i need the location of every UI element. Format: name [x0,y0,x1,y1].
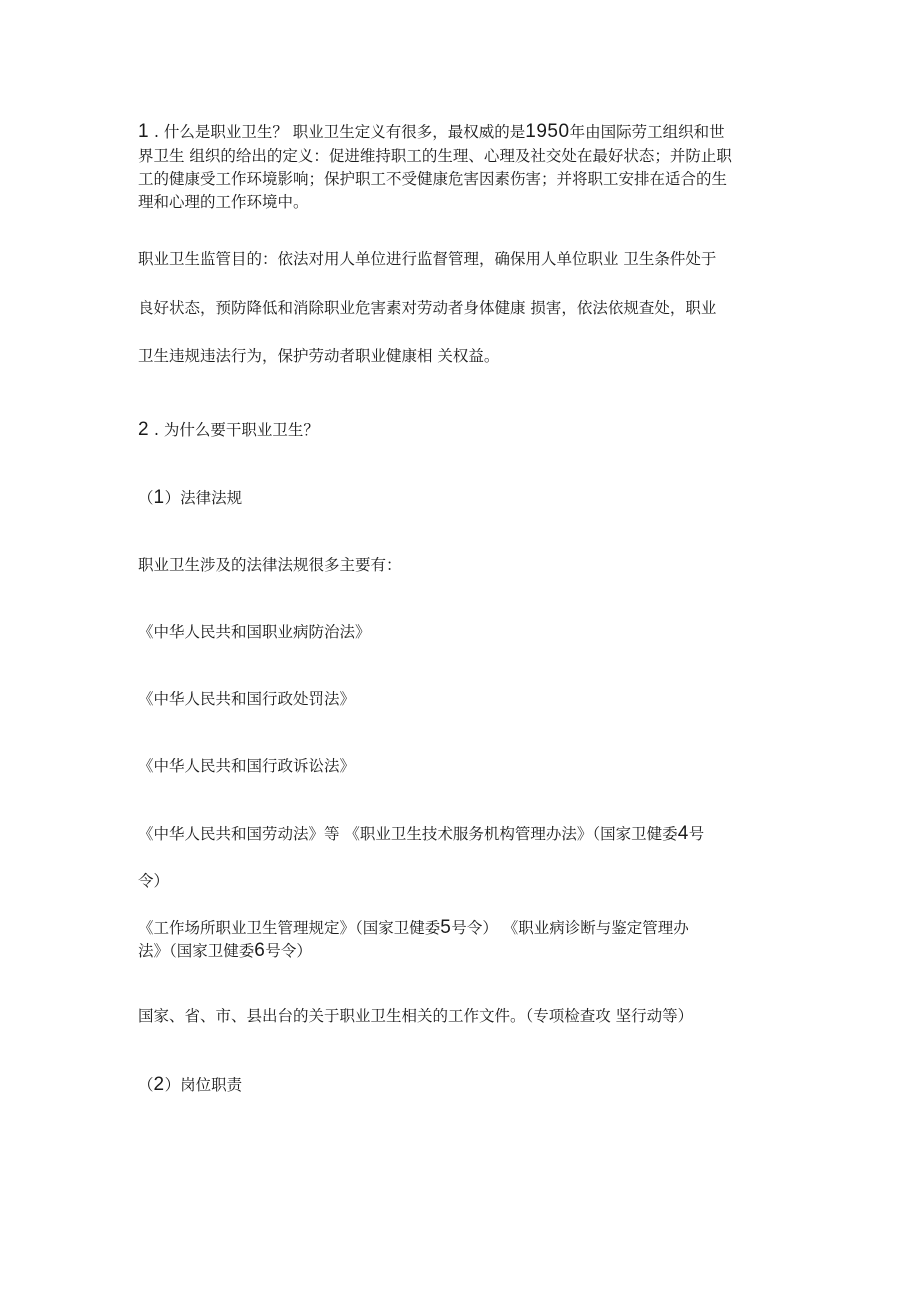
law-heading-open: （ [138,489,154,507]
q2-heading [138,418,319,442]
law-item-4-suffix: 号 [688,825,705,843]
docs-line: 国家、省、市、县出台的关于职业卫生相关的工作文件。（专项检查攻 坚行动等） [138,1007,694,1025]
q1-line-2: 界卫生 组织的给出的定义：促进维持职工的生理、心理及社交处在最好状态；并防止职 [138,147,732,165]
law-item-5-number: 5 [440,917,452,938]
law-item-5 [138,916,689,940]
q2-number: 2 [138,419,150,440]
law-item-6-text: 法》（国家卫健委 [138,942,255,960]
purpose-line-1: 职业卫生监管目的：依法对用人单位进行监督管理，确保用人单位职业 卫生条件处于 [138,250,717,268]
q1-line-1b: 年由国际劳工组织和世 [569,123,725,141]
law-heading-label: ）法律法规 [164,489,243,507]
duty-section-heading [138,1073,242,1097]
law-item-2: 《中华人民共和国行政处罚法》 [138,690,356,708]
law-item-1: 《中华人民共和国职业病防治法》 [138,623,371,641]
q1-line-4: 理和心理的工作环境中。 [138,193,309,211]
law-item-3: 《中华人民共和国行政诉讼法》 [138,757,356,775]
q1-line-3: 工的健康受工作环境影响；保护职工不受健康危害因素伤害；并将职工安排在适合的生 [138,170,728,188]
duty-heading-number: 2 [153,1074,165,1095]
purpose-line-2: 良好状态，预防降低和消除职业危害素对劳动者身体健康 损害，依法依规查处，职业 [138,299,717,317]
duty-heading-open: （ [138,1076,154,1094]
law-item-5-continued [138,939,312,963]
law-item-4-continued: 令） [138,872,170,890]
law-heading-number: 1 [153,487,165,508]
q1-number: 1 [138,121,150,142]
purpose-line-3: 卫生违规违法行为，保护劳动者职业健康相 关权益。 [138,347,500,365]
q1-line-1a: . 什么是职业卫生？ 职业卫生定义有很多，最权威的是 [149,123,526,141]
duty-heading-label: ）岗位职责 [164,1076,243,1094]
q1-year: 1950 [525,121,570,142]
law-item-4 [138,822,704,846]
law-intro: 职业卫生涉及的法律法规很多主要有： [138,556,402,574]
q1-line-1 [138,120,725,144]
law-item-4-number: 4 [677,823,689,844]
law-item-6-number: 6 [254,940,266,961]
law-item-4-text: 《中华人民共和国劳动法》等 《职业卫生技术服务机构管理办法》（国家卫健委 [138,825,678,843]
q2-text: . 为什么要干职业卫生？ [149,421,319,439]
law-item-6-suffix: 号令） [265,942,312,960]
law-item-5-text: 《工作场所职业卫生管理规定》（国家卫健委 [138,919,441,937]
law-section-heading [138,486,242,510]
law-item-5-suffix: 号令） 《职业病诊断与鉴定管理办 [451,919,689,937]
